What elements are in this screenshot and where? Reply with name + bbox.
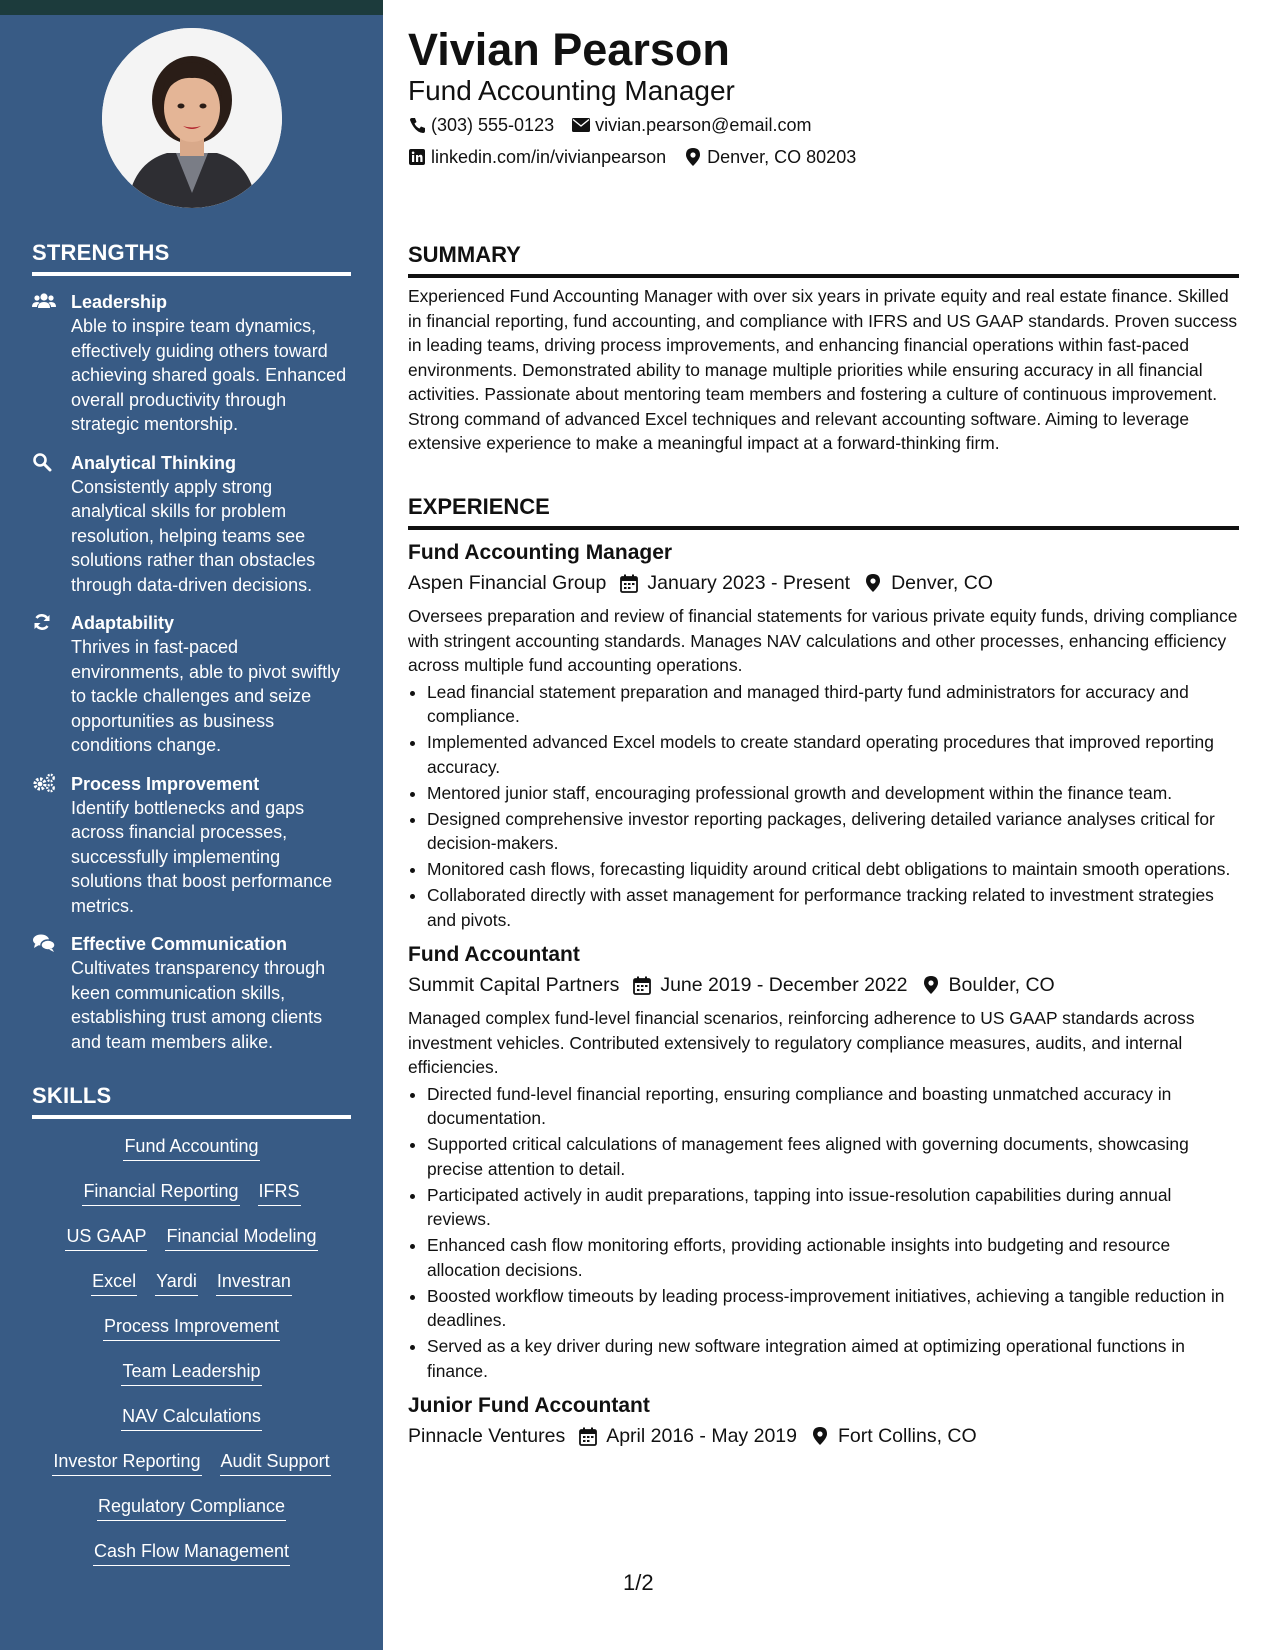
skill-tag: Cash Flow Management bbox=[93, 1538, 290, 1566]
skill-tag: Financial Reporting bbox=[82, 1178, 239, 1206]
contact-row bbox=[408, 145, 856, 169]
profile-photo bbox=[102, 28, 282, 208]
comments-icon bbox=[32, 932, 58, 954]
experience-heading: EXPERIENCE bbox=[408, 492, 1239, 530]
strengths-heading: STRENGTHS bbox=[32, 240, 351, 276]
skill-row bbox=[32, 1493, 351, 1538]
job-dates: January 2023 - Present bbox=[647, 572, 851, 594]
page-number: 1/2 bbox=[623, 1570, 654, 1595]
skills-section bbox=[32, 1083, 351, 1583]
skill-row bbox=[32, 1268, 351, 1313]
strength-description: Identify bottlenecks and gaps across financial processes, successfully implementing solutions that boost performance metrics. bbox=[71, 797, 333, 916]
skill-tag: Process Improvement bbox=[103, 1313, 280, 1341]
job-meta bbox=[408, 970, 1239, 1000]
job-bullet: • Collaborated directly with asset management for performance tracking related to investment strategies and pivots. bbox=[427, 883, 1239, 932]
map-marker-icon bbox=[922, 976, 940, 994]
company-name: Aspen Financial Group bbox=[408, 572, 607, 594]
strength-item bbox=[32, 932, 351, 1054]
phone-contact[interactable] bbox=[408, 113, 554, 137]
job-title: Junior Fund Accountant bbox=[408, 1394, 650, 1417]
calendar-icon bbox=[620, 574, 638, 592]
job-bullet: • Mentored junior staff, encouraging professional growth and development within the finance team. bbox=[427, 781, 1239, 806]
linkedin-contact[interactable] bbox=[408, 145, 666, 169]
job-location: Denver, CO bbox=[891, 572, 993, 594]
linkedin-text: linkedin.com/in/vivianpearson bbox=[431, 147, 667, 167]
strength-title: Leadership bbox=[71, 292, 168, 312]
skill-tag: Team Leadership bbox=[121, 1358, 261, 1386]
job-location: Fort Collins, CO bbox=[837, 1425, 977, 1447]
map-marker-icon bbox=[684, 148, 702, 166]
job-dates: June 2019 - December 2022 bbox=[660, 974, 908, 996]
skill-tag: US GAAP bbox=[65, 1223, 147, 1251]
job-bullet: • Boosted workflow timeouts by leading process-improvement initiatives, achieving a tangible reduction in deadlines. bbox=[427, 1284, 1239, 1333]
strength-item bbox=[32, 772, 351, 919]
job-bullets bbox=[408, 680, 1239, 933]
strength-title: Adaptability bbox=[71, 613, 175, 633]
job-bullet: • Designed comprehensive investor reporting packages, delivering detailed variance analyses critical for decision-makers. bbox=[427, 807, 1239, 856]
experience-section bbox=[408, 492, 1239, 1451]
skills-list bbox=[32, 1133, 351, 1583]
skill-row bbox=[32, 1358, 351, 1403]
skill-row bbox=[32, 1538, 351, 1583]
strength-description: Cultivates transparency through keen communication skills, establishing trust among clients and team members alike. bbox=[71, 958, 326, 1052]
skill-tag: IFRS bbox=[258, 1178, 301, 1206]
job-dates: April 2016 - May 2019 bbox=[606, 1425, 797, 1447]
search-icon bbox=[32, 451, 58, 473]
job-bullet: • Monitored cash flows, forecasting liquidity around critical debt obligations to maintain smooth operations. bbox=[427, 857, 1239, 882]
candidate-title: Fund Accounting Manager bbox=[408, 75, 735, 106]
job-bullet: • Served as a key driver during new software integration aimed at optimizing operational functions in finance. bbox=[427, 1334, 1239, 1383]
job-meta bbox=[408, 568, 1239, 598]
sidebar-top-strip bbox=[0, 0, 383, 15]
job-bullet: • Lead financial statement preparation and managed third-party fund administrators for accuracy and compliance. bbox=[427, 680, 1239, 729]
skill-tag: Audit Support bbox=[220, 1448, 331, 1476]
strength-title: Process Improvement bbox=[71, 773, 260, 794]
candidate-name: Vivian Pearson bbox=[408, 24, 730, 75]
strength-title: Effective Communication bbox=[71, 934, 288, 954]
job-meta bbox=[408, 1421, 1239, 1451]
company-name: Pinnacle Ventures bbox=[408, 1425, 566, 1447]
experience-entry bbox=[408, 1391, 1239, 1451]
skill-tag: Excel bbox=[91, 1268, 137, 1296]
map-marker-icon bbox=[864, 574, 882, 592]
phone-icon bbox=[408, 116, 426, 134]
job-bullet: • Implemented advanced Excel models to create standard operating procedures that improved reporting accuracy. bbox=[427, 730, 1239, 779]
job-bullet: • Participated actively in audit preparations, tapping into issue-resolution capabilities during annual reviews. bbox=[427, 1183, 1239, 1232]
job-summary: Oversees preparation and review of financial statements for various private equity funds, driving compliance with stringent accounting standards. Manages NAV calculations and other processes, enhancing efficiency across multiple fund accounting operations. bbox=[408, 606, 1238, 675]
job-bullet: • Supported critical calculations of management fees aligned with governing documents, showcasing precise attention to detail. bbox=[427, 1132, 1239, 1181]
email-text: vivian.pearson@email.com bbox=[595, 115, 812, 135]
strength-item bbox=[32, 611, 351, 758]
contact-row bbox=[408, 113, 811, 137]
strength-title: Analytical Thinking bbox=[71, 452, 237, 473]
job-location: Boulder, CO bbox=[948, 974, 1055, 996]
skills-heading: SKILLS bbox=[32, 1083, 351, 1119]
calendar-icon bbox=[633, 976, 651, 994]
experience-entry bbox=[408, 940, 1239, 1383]
summary-section bbox=[408, 240, 1239, 456]
summary-text: Experienced Fund Accounting Manager with over six years in private equity and real estate finance. Skilled in financial reporting, fund accounting, and compliance with IFRS and US GAAP standards. Proven success in leading teams, driving process improvements, and enhancing financial operations within fast-paced environments. Demonstrated ability to manage multiple priorities while ensuring accuracy in all financial activities. Passionate about mentoring team members and fostering a culture of continuous improvement. Strong command of advanced Excel techniques and relevant accounting software. Aiming to leverage extensive experience to make a meaningful impact at a forward-thinking firm. bbox=[408, 286, 1238, 453]
phone-text: (303) 555-0123 bbox=[431, 115, 555, 135]
job-bullet: • Directed fund-level financial reporting, ensuring compliance and boasting unmatched accuracy in documentation. bbox=[427, 1082, 1239, 1131]
job-title: Fund Accountant bbox=[408, 943, 580, 966]
job-title: Fund Accounting Manager bbox=[408, 541, 673, 564]
job-bullets bbox=[408, 1082, 1239, 1384]
skill-tag: Regulatory Compliance bbox=[97, 1493, 286, 1521]
skill-tag: Investran bbox=[216, 1268, 292, 1296]
strength-description: Able to inspire team dynamics, effectively guiding others toward achieving shared goals. Enhanced overall productivity through strategic mentorship. bbox=[71, 316, 347, 434]
skill-tag: Fund Accounting bbox=[123, 1133, 259, 1161]
summary-heading: SUMMARY bbox=[408, 240, 1239, 278]
calendar-icon bbox=[579, 1427, 597, 1445]
skill-tag: Investor Reporting bbox=[52, 1448, 201, 1476]
strength-item bbox=[32, 290, 351, 437]
strength-description: Consistently apply strong analytical skills for problem resolution, helping teams see solutions rather than obstacles through data-driven decisions. bbox=[71, 476, 316, 595]
location-contact bbox=[684, 145, 856, 169]
envelope-icon bbox=[572, 116, 590, 134]
skill-tag: Financial Modeling bbox=[165, 1223, 317, 1251]
experience-entry bbox=[408, 538, 1239, 932]
job-bullet: • Enhanced cash flow monitoring efforts, providing actionable insights into budgeting and resource allocation decisions. bbox=[427, 1233, 1239, 1282]
strength-item bbox=[32, 451, 351, 598]
skill-tag: Yardi bbox=[155, 1268, 198, 1296]
linkedin-icon bbox=[408, 148, 426, 166]
email-contact[interactable] bbox=[572, 113, 811, 137]
skill-row bbox=[32, 1313, 351, 1358]
skill-row bbox=[32, 1223, 351, 1268]
location-text: Denver, CO 80203 bbox=[707, 147, 857, 167]
company-name: Summit Capital Partners bbox=[408, 974, 620, 996]
strength-description: Thrives in fast-paced environments, able to pivot swiftly to tackle challenges and seize opportunities as business conditions change. bbox=[71, 637, 341, 755]
users-icon bbox=[32, 290, 58, 312]
skill-row bbox=[32, 1403, 351, 1448]
sidebar bbox=[0, 0, 383, 1650]
skill-row bbox=[32, 1178, 351, 1223]
job-summary: Managed complex fund-level financial scenarios, reinforcing adherence to US GAAP standards across investment vehicles. Contributed extensively to regulatory compliance measures, audits, and internal efficiencies. bbox=[408, 1008, 1195, 1077]
skill-tag: NAV Calculations bbox=[121, 1403, 262, 1431]
sync-icon bbox=[32, 611, 58, 633]
cogs-icon bbox=[32, 772, 58, 794]
strengths-section bbox=[32, 240, 351, 1054]
skill-row bbox=[32, 1133, 351, 1178]
skill-row bbox=[32, 1448, 351, 1493]
map-marker-icon bbox=[811, 1427, 829, 1445]
